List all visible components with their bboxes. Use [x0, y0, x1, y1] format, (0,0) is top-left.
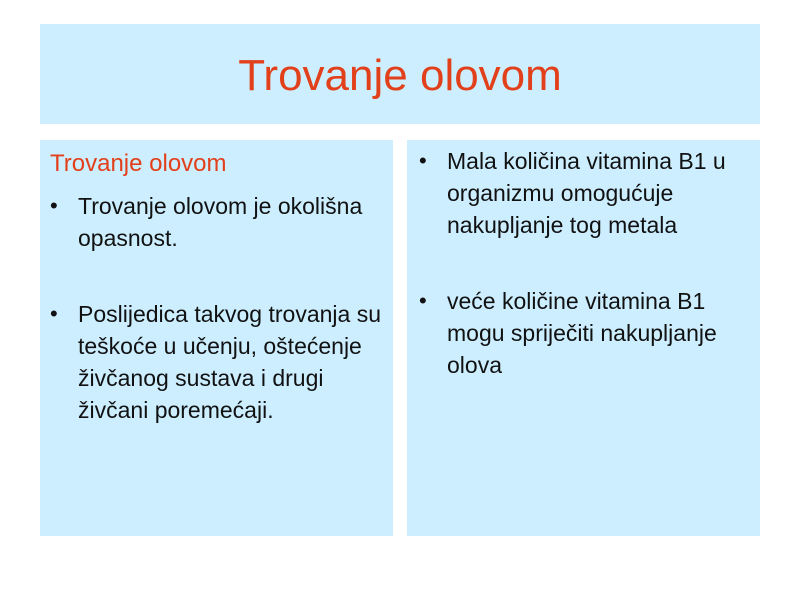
bullet-text: Poslijedica takvog trovanja su teškoće u učenju, oštećenje živčanog sustava i drugi živčani poremećaji.	[78, 301, 381, 423]
right-content-box	[407, 140, 760, 536]
title-box	[40, 24, 760, 124]
bullet-icon: •	[50, 193, 58, 218]
bullet-icon: •	[419, 148, 427, 173]
left-subheading: Trovanje olovom	[50, 150, 227, 177]
list-item	[46, 190, 386, 254]
bullet-icon: •	[50, 301, 58, 326]
bullet-text: veće količine vitamina B1 mogu spriječiti nakupljanje olova	[447, 288, 717, 378]
right-bullet-list	[415, 145, 755, 381]
list-item	[415, 145, 755, 241]
bullet-text: Mala količina vitamina B1 u organizmu omogućuje nakupljanje tog metala	[447, 148, 726, 238]
slide-title: Trovanje olovom	[238, 51, 562, 100]
list-item	[415, 285, 755, 381]
bullet-text: Trovanje olovom je okolišna opasnost.	[78, 193, 363, 251]
left-bullet-list	[46, 190, 386, 426]
bullet-icon: •	[419, 288, 427, 313]
left-content-box	[40, 140, 393, 536]
list-item	[46, 298, 386, 426]
